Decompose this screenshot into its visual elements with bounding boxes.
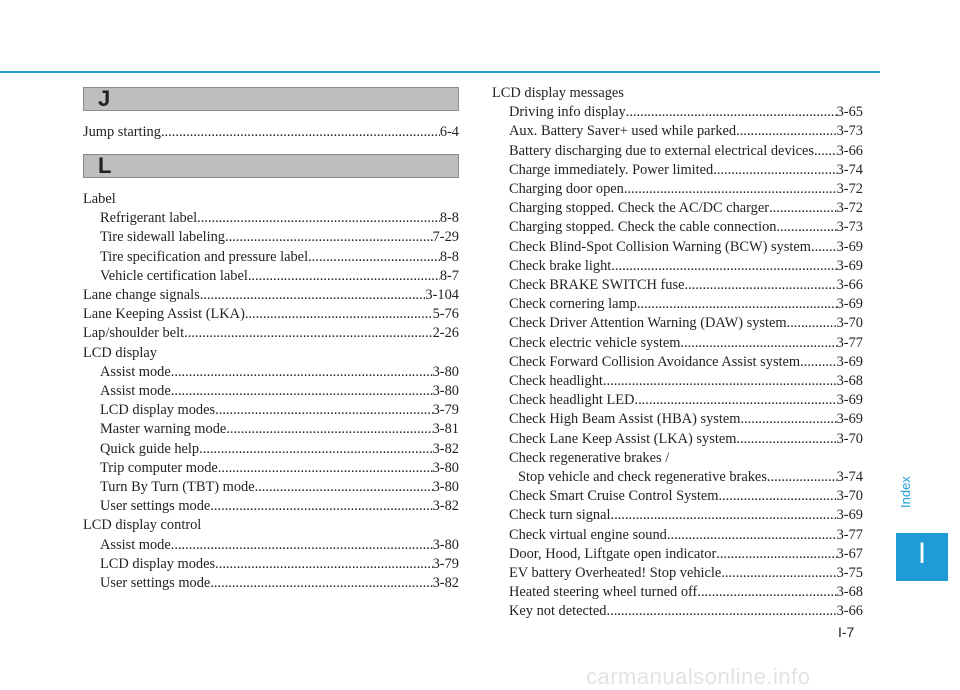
entry-page: 3-65 bbox=[836, 104, 863, 121]
leader-dots bbox=[200, 286, 426, 305]
index-entry[interactable] bbox=[492, 602, 863, 621]
index-entry[interactable] bbox=[83, 209, 459, 228]
leader-dots bbox=[637, 295, 837, 314]
index-entry[interactable] bbox=[492, 180, 863, 199]
entry-page: 2-26 bbox=[432, 325, 459, 342]
entry-page: 3-70 bbox=[836, 488, 863, 505]
index-entry[interactable] bbox=[492, 199, 863, 218]
entry-page: 3-69 bbox=[836, 257, 863, 274]
index-entry[interactable] bbox=[492, 295, 863, 314]
entry-page: 3-66 bbox=[836, 603, 863, 620]
leader-dots bbox=[215, 401, 432, 420]
index-entry[interactable] bbox=[492, 142, 863, 161]
index-entry[interactable] bbox=[492, 506, 863, 525]
entry-regen-line2[interactable] bbox=[492, 468, 863, 487]
entry-text: Check virtual engine sound bbox=[509, 526, 667, 543]
entry-page: 3-69 bbox=[836, 296, 863, 313]
leader-dots bbox=[603, 372, 837, 391]
leader-dots bbox=[226, 420, 432, 439]
index-entry[interactable] bbox=[492, 257, 863, 276]
entry-page: 3-72 bbox=[836, 181, 863, 198]
entry-text: Charging door open bbox=[509, 181, 624, 198]
entry-page: 3-74 bbox=[836, 161, 863, 178]
index-entry[interactable] bbox=[83, 574, 459, 593]
entry-text: Check headlight bbox=[509, 373, 603, 390]
entry-page: 3-69 bbox=[836, 392, 863, 409]
entry-page: 3-73 bbox=[836, 219, 863, 236]
leader-dots bbox=[199, 440, 432, 459]
leader-dots bbox=[611, 506, 837, 525]
entry-page: 3-80 bbox=[432, 363, 459, 380]
leader-dots bbox=[814, 142, 837, 161]
leader-dots bbox=[684, 276, 836, 295]
entry-page: 3-70 bbox=[836, 315, 863, 332]
leader-dots bbox=[171, 536, 433, 555]
side-index-label: Index bbox=[898, 476, 913, 508]
leader-dots bbox=[718, 487, 836, 506]
entry-text: Master warning mode bbox=[100, 421, 227, 438]
entry-text: Key not detected bbox=[509, 603, 607, 620]
entry-page: 5-76 bbox=[432, 306, 459, 323]
entry-page: 3-68 bbox=[836, 373, 863, 390]
entry-text: Assist mode bbox=[100, 383, 171, 400]
index-entry[interactable] bbox=[83, 420, 459, 439]
leader-dots bbox=[245, 305, 433, 324]
section-header-l bbox=[83, 154, 459, 178]
leader-dots bbox=[680, 334, 836, 353]
index-entry[interactable] bbox=[492, 161, 863, 180]
lcd-messages-entries bbox=[492, 84, 863, 622]
leader-dots bbox=[776, 218, 836, 237]
entry-text: EV battery Overheated! Stop vehicle bbox=[509, 565, 722, 582]
index-entry[interactable] bbox=[492, 314, 863, 333]
leader-dots bbox=[197, 209, 440, 228]
entry-page: 3-82 bbox=[432, 498, 459, 515]
section-header-j bbox=[83, 87, 459, 111]
index-entry[interactable] bbox=[83, 324, 459, 343]
index-entry[interactable] bbox=[83, 536, 459, 555]
index-entry[interactable] bbox=[83, 401, 459, 420]
entry-text: Tire specification and pressure label bbox=[100, 248, 309, 265]
section-j-entries bbox=[83, 123, 459, 142]
header-rule bbox=[0, 71, 880, 73]
entry-text: Charging stopped. Check the cable connection bbox=[509, 219, 777, 236]
leader-dots bbox=[634, 391, 836, 410]
index-entry[interactable] bbox=[492, 103, 863, 122]
leader-dots bbox=[787, 314, 837, 333]
index-entry[interactable] bbox=[492, 430, 863, 449]
leader-dots bbox=[171, 363, 433, 382]
entry-page: 3-66 bbox=[836, 277, 863, 294]
section-letter-j: J bbox=[98, 86, 111, 111]
leader-dots bbox=[800, 353, 836, 372]
leader-dots bbox=[736, 122, 837, 141]
entry-text: Tire sidewall labeling bbox=[100, 229, 225, 246]
leader-dots bbox=[611, 257, 836, 276]
entry-text: Check Forward Collision Avoidance Assist system bbox=[509, 353, 801, 370]
entry-text: LCD display modes bbox=[100, 402, 216, 419]
side-tab-letter: I bbox=[917, 537, 927, 570]
leader-dots bbox=[767, 468, 837, 487]
index-entry[interactable] bbox=[83, 497, 459, 516]
index-entry[interactable] bbox=[83, 459, 459, 478]
entry-text: Check Blind-Spot Collision Warning (BCW) system bbox=[509, 238, 811, 255]
entry-page: 3-81 bbox=[432, 421, 459, 438]
entry-page: 3-77 bbox=[836, 526, 863, 543]
entry-page: 3-80 bbox=[432, 383, 459, 400]
entry-page: 8-8 bbox=[439, 210, 459, 227]
leader-dots bbox=[248, 267, 440, 286]
entry-text: Check Lane Keep Assist (LKA) system bbox=[509, 430, 737, 447]
entry-page: 3-69 bbox=[836, 238, 863, 255]
entry-text: User settings mode bbox=[100, 498, 211, 515]
entry-text: Lane Keeping Assist (LKA) bbox=[83, 306, 245, 323]
entry-page: 6-4 bbox=[439, 124, 459, 140]
entry-page: 3-104 bbox=[425, 287, 459, 304]
entry-text: User settings mode bbox=[100, 575, 211, 592]
index-entry[interactable] bbox=[83, 440, 459, 459]
leader-dots bbox=[215, 555, 432, 574]
entry-page: 3-74 bbox=[836, 469, 863, 486]
leader-dots bbox=[210, 497, 432, 516]
entry-page: 3-69 bbox=[836, 507, 863, 524]
entry-text: LCD display modes bbox=[100, 555, 216, 572]
entry-page: 3-69 bbox=[836, 411, 863, 428]
entry-text: Heated steering wheel turned off bbox=[509, 584, 698, 601]
index-entry[interactable] bbox=[492, 410, 863, 429]
entry-page: 3-75 bbox=[836, 565, 863, 582]
index-entry[interactable] bbox=[492, 372, 863, 391]
entry-text: Check Driver Attention Warning (DAW) system bbox=[509, 315, 787, 332]
entry-page: 3-80 bbox=[432, 479, 459, 496]
index-entry[interactable] bbox=[492, 545, 863, 564]
leader-dots bbox=[721, 564, 836, 583]
leader-dots bbox=[184, 324, 433, 343]
entry-text: Lane change signals bbox=[83, 287, 200, 304]
leader-dots bbox=[210, 574, 432, 593]
entry-page: 3-73 bbox=[836, 123, 863, 140]
entry-text: Stop vehicle and check regenerative brakes bbox=[518, 469, 767, 486]
entry-text: Refrigerant label bbox=[100, 210, 198, 227]
section-letter-l: L bbox=[98, 153, 112, 178]
entry-text: Turn By Turn (TBT) mode bbox=[100, 479, 255, 496]
index-entry[interactable] bbox=[83, 267, 459, 286]
index-entry[interactable] bbox=[83, 478, 459, 497]
entry-text: Charge immediately. Power limited bbox=[509, 161, 714, 178]
leader-dots bbox=[769, 199, 837, 218]
leader-dots bbox=[308, 248, 440, 267]
entry-text: Charging stopped. Check the AC/DC charger bbox=[509, 200, 770, 217]
leader-dots bbox=[607, 602, 837, 621]
entry-page: 3-82 bbox=[432, 440, 459, 457]
leader-dots bbox=[161, 123, 440, 142]
leader-dots bbox=[626, 103, 837, 122]
index-entry[interactable] bbox=[492, 583, 863, 602]
entry-page: 3-70 bbox=[836, 430, 863, 447]
entry-text: Assist mode bbox=[100, 363, 171, 380]
entry-page: 3-68 bbox=[836, 584, 863, 601]
leader-dots bbox=[171, 382, 433, 401]
entry-text: Check BRAKE SWITCH fuse bbox=[509, 277, 685, 294]
entry-page: 3-80 bbox=[432, 536, 459, 553]
entry-text: Check High Beam Assist (HBA) system bbox=[509, 411, 741, 428]
index-entry[interactable] bbox=[492, 122, 863, 141]
entry-page: 3-77 bbox=[836, 334, 863, 351]
leader-dots bbox=[697, 583, 836, 602]
index-entry[interactable] bbox=[83, 555, 459, 574]
entry-text: Check headlight LED bbox=[509, 392, 635, 409]
entry-text: Quick guide help bbox=[100, 440, 200, 457]
entry-heading-lcd-display: LCD display bbox=[83, 344, 157, 361]
leader-dots bbox=[713, 161, 836, 180]
entry-page: 3-79 bbox=[432, 555, 459, 572]
entry-text: Jump starting bbox=[83, 124, 161, 140]
index-entry[interactable] bbox=[492, 334, 863, 353]
index-entry[interactable] bbox=[83, 363, 459, 382]
entry-text: Check brake light bbox=[509, 257, 612, 274]
index-entry[interactable] bbox=[492, 487, 863, 506]
index-entry[interactable] bbox=[492, 564, 863, 583]
index-entry[interactable] bbox=[492, 218, 863, 237]
entry-text: Check cornering lamp bbox=[509, 296, 637, 313]
index-entry[interactable] bbox=[492, 526, 863, 545]
entry-page: 3-72 bbox=[836, 200, 863, 217]
leader-dots bbox=[716, 545, 836, 564]
index-entry[interactable] bbox=[492, 276, 863, 295]
index-entry[interactable] bbox=[492, 353, 863, 372]
index-entry[interactable] bbox=[83, 123, 459, 142]
entry-text: Check Smart Cruise Control System bbox=[509, 488, 719, 505]
leader-dots bbox=[255, 478, 433, 497]
watermark: carmanualsonline.info bbox=[586, 664, 811, 689]
index-entry[interactable] bbox=[492, 391, 863, 410]
leader-dots bbox=[225, 228, 433, 247]
leader-dots bbox=[218, 459, 433, 478]
entry-page: 7-29 bbox=[432, 229, 459, 246]
index-entry[interactable] bbox=[83, 382, 459, 401]
entry-heading-label: Label bbox=[83, 191, 116, 207]
entry-page: 3-66 bbox=[836, 142, 863, 159]
leader-dots bbox=[667, 526, 837, 545]
entry-heading-lcd-display-control: LCD display control bbox=[83, 517, 202, 534]
entry-text: Trip computer mode bbox=[100, 459, 218, 476]
section-l-entries bbox=[83, 190, 459, 593]
index-entry[interactable] bbox=[83, 286, 459, 305]
entry-text: Aux. Battery Saver+ used while parked bbox=[509, 123, 737, 140]
entry-regen-line1[interactable]: Check regenerative brakes / bbox=[509, 449, 670, 466]
entry-text: Lap/shoulder belt bbox=[83, 325, 185, 342]
index-entry[interactable] bbox=[83, 305, 459, 324]
entry-page: 3-79 bbox=[432, 402, 459, 419]
entry-heading-lcd-messages: LCD display messages bbox=[492, 85, 624, 101]
entry-text: Vehicle certification label bbox=[100, 267, 248, 284]
index-entry[interactable] bbox=[83, 228, 459, 247]
entry-page: 8-8 bbox=[439, 248, 459, 265]
entry-text: Check electric vehicle system bbox=[509, 334, 681, 351]
entry-text: Driving info display bbox=[509, 104, 626, 121]
page-number: I-7 bbox=[838, 624, 855, 640]
leader-dots bbox=[624, 180, 837, 199]
index-entry[interactable] bbox=[83, 248, 459, 267]
leader-dots bbox=[736, 430, 836, 449]
entry-text: Assist mode bbox=[100, 536, 171, 553]
entry-page: 3-80 bbox=[432, 459, 459, 476]
entry-page: 3-67 bbox=[836, 545, 863, 562]
side-index-tab bbox=[896, 533, 948, 581]
entry-text: Check turn signal bbox=[509, 507, 611, 524]
entry-text: Door, Hood, Liftgate open indicator bbox=[509, 545, 717, 562]
entry-page: 8-7 bbox=[439, 267, 459, 284]
entry-page: 3-82 bbox=[432, 575, 459, 592]
entry-text: Battery discharging due to external electrical devices bbox=[509, 142, 815, 159]
leader-dots bbox=[740, 410, 836, 429]
index-entry[interactable] bbox=[492, 238, 863, 257]
leader-dots bbox=[811, 238, 837, 257]
entry-page: 3-69 bbox=[836, 353, 863, 370]
